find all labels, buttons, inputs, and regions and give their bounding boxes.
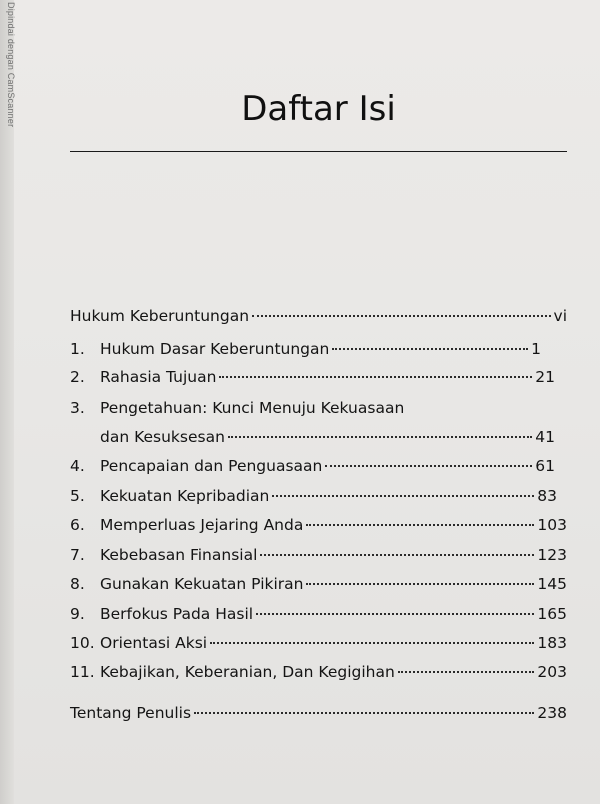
toc-leader-dots xyxy=(272,495,534,497)
toc-entry-page: 1 xyxy=(531,340,541,358)
toc-leader-dots xyxy=(325,465,532,467)
toc-entry-number: 3. xyxy=(70,399,85,417)
toc-entry-label: Rahasia Tujuan xyxy=(100,368,217,386)
toc-entry-chapter xyxy=(70,542,567,568)
toc-entry-label: Hukum Dasar Keberuntungan xyxy=(100,340,330,358)
scanner-watermark: Dipindai dengan CamScanner xyxy=(6,2,16,128)
toc-entry-page: 123 xyxy=(537,546,567,564)
toc-entry-number: 4. xyxy=(70,457,85,475)
toc-entry-number: 6. xyxy=(70,516,85,534)
toc-entry-number: 10. xyxy=(70,634,95,652)
toc-entry-label: Memperluas Jejaring Anda xyxy=(100,516,304,534)
toc-entry-page: 145 xyxy=(537,575,567,593)
toc-entry-label: Tentang Penulis xyxy=(70,704,192,722)
toc-entry-label: Pengetahuan: Kunci Menuju Kekuasaan xyxy=(100,399,405,417)
toc-leader-dots xyxy=(219,376,532,378)
toc-entry-page: 61 xyxy=(535,457,555,475)
toc-entry-chapter xyxy=(70,659,567,685)
toc-leader-dots xyxy=(260,554,534,556)
toc-entry-page: 21 xyxy=(535,368,555,386)
toc-leader-dots xyxy=(194,712,534,714)
toc-entry-number: 1. xyxy=(70,340,85,358)
toc-entry-chapter xyxy=(70,336,541,362)
toc-entry-intro xyxy=(70,303,567,329)
toc-entry-chapter-line1 xyxy=(70,395,555,421)
toc-entry-number: 11. xyxy=(70,663,95,681)
toc-entry-page: 165 xyxy=(537,605,567,623)
toc-leader-dots xyxy=(398,671,535,673)
page-title: Daftar Isi xyxy=(241,89,396,129)
toc-entry-label: Berfokus Pada Hasil xyxy=(100,605,254,623)
toc-entry-label: Hukum Keberuntungan xyxy=(70,307,250,325)
toc-entry-chapter xyxy=(70,453,555,479)
toc-entry-page: 41 xyxy=(535,428,555,446)
toc-entry-chapter xyxy=(70,364,555,390)
toc-entry-number: 2. xyxy=(70,368,85,386)
toc-entry-chapter-line2 xyxy=(100,424,555,450)
toc-leader-dots xyxy=(228,436,532,438)
toc-entry-number: 8. xyxy=(70,575,85,593)
toc-entry-chapter xyxy=(70,571,567,597)
toc-entry-page: vi xyxy=(553,307,567,325)
toc-entry-page: 203 xyxy=(537,663,567,681)
toc-entry-label: Pencapaian dan Penguasaan xyxy=(100,457,323,475)
toc-entry-label: Kekuatan Kepribadian xyxy=(100,487,270,505)
toc-entry-label: Kebebasan Finansial xyxy=(100,546,258,564)
toc-entry-page: 103 xyxy=(537,516,567,534)
toc-entry-chapter xyxy=(70,601,567,627)
toc-entry-number: 9. xyxy=(70,605,85,623)
toc-entry-page: 238 xyxy=(537,704,567,722)
toc-entry-chapter xyxy=(70,483,557,509)
toc-entry-label: Orientasi Aksi xyxy=(100,634,208,652)
toc-entry-page: 83 xyxy=(537,487,557,505)
toc-leader-dots xyxy=(252,315,550,317)
toc-entry-chapter xyxy=(70,512,567,538)
toc-entry-page: 183 xyxy=(537,634,567,652)
toc-entry-number: 5. xyxy=(70,487,85,505)
toc-leader-dots xyxy=(306,583,534,585)
toc-entry-label: Gunakan Kekuatan Pikiran xyxy=(100,575,304,593)
toc-leader-dots xyxy=(332,348,528,350)
toc-entry-number: 7. xyxy=(70,546,85,564)
toc-entry-label-continued: dan Kesuksesan xyxy=(100,428,225,446)
toc-leader-dots xyxy=(306,524,534,526)
toc-leader-dots xyxy=(210,642,534,644)
toc-entry-label: Kebajikan, Keberanian, Dan Kegigihan xyxy=(100,663,395,681)
toc-entry-closing xyxy=(70,700,567,726)
toc-entry-chapter xyxy=(70,630,567,656)
toc-leader-dots xyxy=(256,613,534,615)
